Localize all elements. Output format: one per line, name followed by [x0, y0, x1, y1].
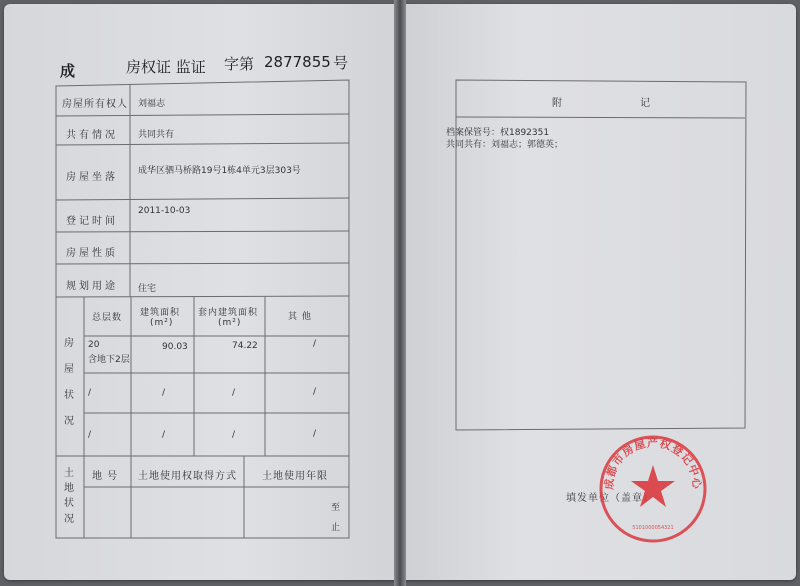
row2-other-slash: /	[313, 387, 317, 397]
co-owners-list: 共同共有：刘福志；郭德英；	[446, 140, 564, 150]
land-status-char-1: 土	[64, 468, 74, 479]
row1-building-area: 90.03	[162, 342, 188, 352]
city-prefix: 成	[60, 62, 76, 80]
row1-inner-area: 74.22	[232, 341, 258, 351]
row1-other-slash: /	[313, 339, 317, 349]
row3-other-slash: /	[313, 429, 317, 439]
co-ownership-label: 共有情况	[66, 130, 118, 141]
archive-number: 档案保管号：权1892351	[446, 128, 550, 138]
owner-label: 房屋所有权人	[62, 99, 128, 110]
row3-floors-slash: /	[88, 430, 92, 440]
certificate-number: 2877855	[264, 53, 331, 71]
column-other: 其 他	[288, 312, 312, 322]
row3-area-slash: /	[162, 430, 166, 440]
land-term-header: 土地使用年限	[262, 471, 328, 482]
house-status-char-4: 况	[64, 416, 74, 427]
owner-value: 刘福志	[138, 99, 166, 109]
house-status-char-2: 屋	[64, 364, 74, 375]
land-status-char-3: 状	[64, 498, 74, 509]
planning-use-label: 规划用途	[66, 281, 118, 292]
land-status-char-2: 地	[64, 483, 74, 494]
land-until-end: 止	[331, 523, 341, 533]
seal-star-icon	[631, 465, 675, 507]
land-status-char-4: 况	[64, 514, 74, 525]
location-value: 成华区驷马桥路19号1栋4单元3层303号	[138, 166, 301, 176]
issuer-label: 填发单位（盖章）	[566, 493, 654, 504]
house-nature-label: 房屋性质	[66, 248, 118, 259]
column-inner-area-unit: (m²)	[218, 318, 242, 328]
seal-text: 成都市房屋产权登记中心	[602, 436, 704, 491]
row2-inner-slash: /	[232, 388, 236, 398]
column-inner-area: 套内建筑面积	[198, 308, 259, 318]
land-acquisition-header: 土地使用权取得方式	[138, 471, 237, 482]
row2-floors-slash: /	[88, 388, 92, 398]
registration-time-label: 登记时间	[66, 216, 118, 227]
annex-title-left: 附	[552, 98, 565, 109]
seal-serial: 5101000054321	[632, 525, 674, 531]
land-until-start: 至	[331, 503, 341, 513]
co-ownership-value: 共同共有	[138, 130, 175, 140]
zi-di-label: 字第	[224, 55, 255, 73]
row3-inner-slash: /	[232, 430, 236, 440]
row1-total-floors: 20	[88, 340, 100, 350]
house-status-char-1: 房	[64, 338, 74, 349]
row1-floors-note: 含地下2层	[88, 355, 130, 365]
planning-use-value: 住宅	[138, 284, 157, 294]
land-number-header: 地 号	[92, 471, 119, 482]
certificate-type: 房权证 监证	[126, 58, 206, 76]
annex-title-right: 记	[640, 98, 653, 109]
column-total-floors: 总层数	[92, 313, 123, 323]
official-seal-stamp	[597, 433, 709, 545]
column-building-area: 建筑面积	[140, 308, 181, 318]
location-label: 房屋坐落	[66, 172, 118, 183]
house-status-char-3: 状	[64, 390, 74, 401]
column-building-area-unit: (m²)	[150, 318, 174, 328]
hao-label: 号	[333, 54, 349, 72]
row2-area-slash: /	[162, 388, 166, 398]
registration-time-value: 2011-10-03	[138, 206, 191, 216]
